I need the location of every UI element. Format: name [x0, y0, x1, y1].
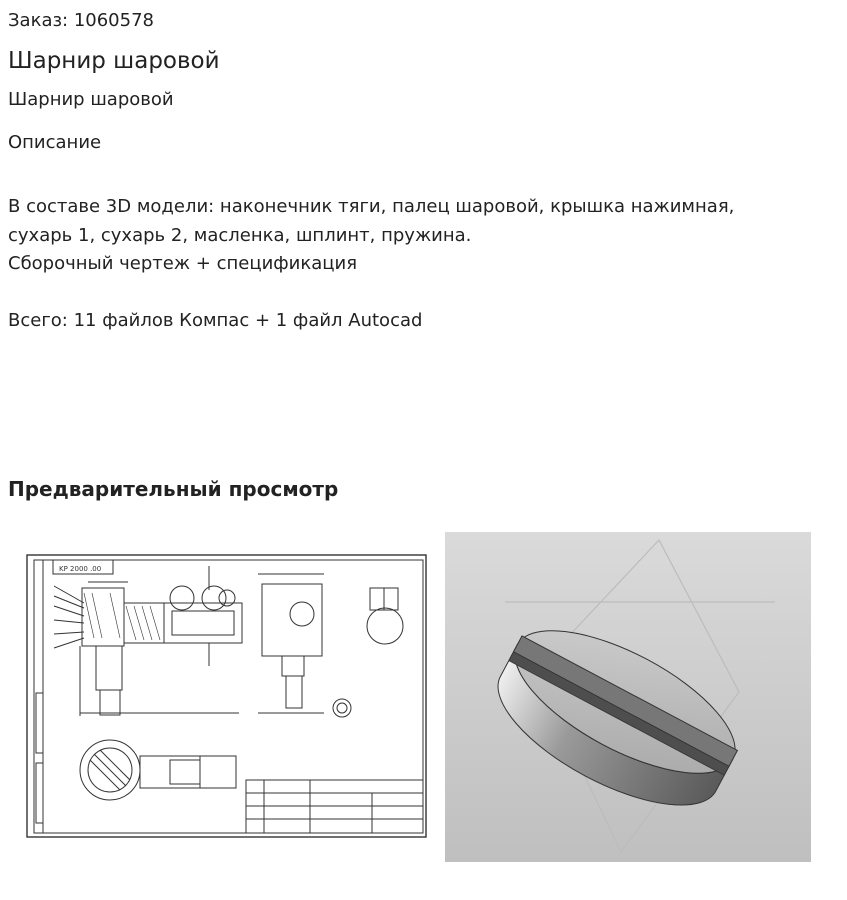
- model-preview-image[interactable]: [445, 532, 811, 862]
- preview-heading: Предварительный просмотр: [8, 477, 339, 501]
- description-line: Всего: 11 файлов Компас + 1 файл Autocad: [8, 310, 423, 331]
- ball-joint-part-render: [445, 532, 811, 862]
- description-spacer: [8, 279, 838, 308]
- order-number: Заказ: 1060578: [8, 10, 154, 31]
- drawing-preview-image[interactable]: [24, 548, 431, 844]
- description-body: [8, 193, 838, 336]
- assembly-drawing: [24, 548, 431, 844]
- product-title: Шарнир шаровой: [8, 48, 220, 74]
- drawing-code-label: KP 2000 .00: [59, 565, 102, 573]
- description-line: сухарь 1, сухарь 2, масленка, шплинт, пружина.: [8, 224, 472, 246]
- description-heading: Описание: [8, 132, 102, 153]
- description-line: В составе 3D модели: наконечник тяги, палец шаровой, крышка нажимная,: [8, 196, 735, 217]
- description-line: Сборочный чертеж + спецификация: [8, 253, 358, 274]
- product-subtitle: Шарнир шаровой: [8, 89, 174, 110]
